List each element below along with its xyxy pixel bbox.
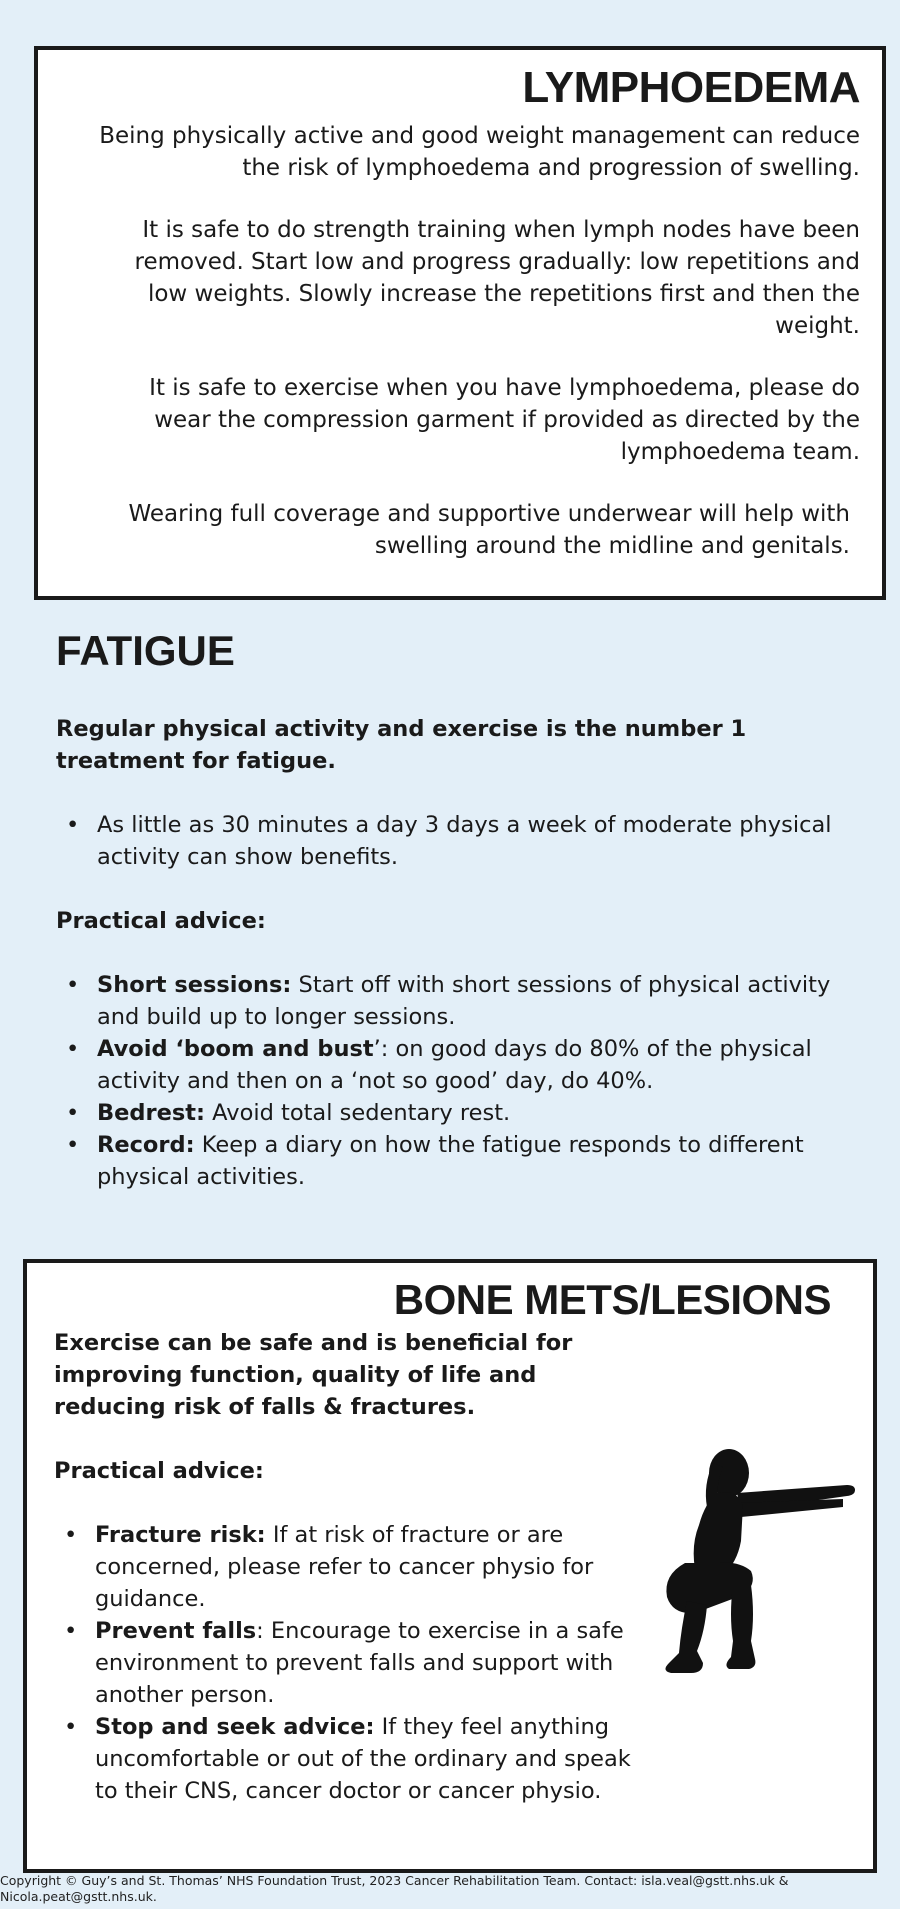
bullet-icon: • (66, 1132, 80, 1159)
fatigue-advice-list (56, 969, 856, 1193)
fatigue-intro: Regular physical activity and exercise is the number 1 treatment for fatigue. (56, 716, 747, 775)
advice-text: ’: on good days do 80% of the physical activity and then on a ‘not so good’ day, do 40%. (97, 1036, 812, 1095)
bone-mets-title: BONE METS/LESIONS (393, 1276, 831, 1323)
advice-label: Avoid ‘boom and bust (97, 1036, 374, 1063)
advice-text: If they feel anything uncomfortable or out of the ordinary and speak to their CNS, cancer doctor or cancer physio. (95, 1714, 631, 1805)
advice-text: : Encourage to exercise in a safe environment to prevent falls and support with another person. (95, 1618, 624, 1709)
advice-text: Avoid total sedentary rest. (205, 1100, 511, 1127)
advice-label: Fracture risk: (95, 1522, 266, 1549)
list-item (54, 1615, 634, 1711)
list-item (56, 969, 856, 1033)
advice-label: Record: (97, 1132, 195, 1159)
lymphoedema-paragraph-3: It is safe to exercise when you have lymphoedema, please do wear the compression garment if provided as directed by the lymphoedema team. (149, 375, 860, 466)
fatigue-advice-heading: Practical advice: (56, 908, 266, 935)
bullet-icon: • (66, 812, 80, 839)
bullet-icon: • (66, 972, 80, 999)
bone-mets-section (23, 1259, 877, 1873)
lymphoedema-paragraph-1: Being physically active and good weight management can reduce the risk of lymphoedema and progression of swelling. (99, 123, 860, 182)
advice-text: Start off with short sessions of physical activity and build up to longer sessions. (97, 972, 831, 1031)
list-item (56, 1129, 856, 1193)
fatigue-section (56, 628, 856, 1193)
fatigue-bullet-list (56, 809, 856, 873)
list-item (54, 1519, 634, 1615)
squat-silhouette-icon (633, 1445, 863, 1685)
list-item (56, 809, 856, 873)
advice-label: Short sessions: (97, 972, 292, 999)
list-item (56, 1097, 856, 1129)
list-item (54, 1711, 634, 1807)
bullet-icon: • (64, 1618, 78, 1645)
bone-mets-advice-heading: Practical advice: (54, 1458, 264, 1485)
lymphoedema-paragraph-2: It is safe to do strength training when lymph nodes have been removed. Start low and progress gradually: low repetitions and low weights. Slowly increase the repetitions first and then the weight. (134, 217, 860, 340)
fatigue-bullet-text: As little as 30 minutes a day 3 days a week of moderate physical activity can show benefits. (97, 812, 832, 871)
advice-text: If at risk of fracture or are concerned, please refer to cancer physio for guidance. (95, 1522, 594, 1613)
advice-label: Prevent falls (95, 1618, 257, 1645)
bullet-icon: • (66, 1036, 80, 1063)
advice-label: Bedrest: (97, 1100, 206, 1127)
lymphoedema-title: LYMPHOEDEMA (522, 63, 860, 112)
bone-mets-content (54, 1327, 634, 1807)
bullet-icon: • (64, 1522, 78, 1549)
bullet-icon: • (66, 1100, 80, 1127)
bone-mets-advice-list (54, 1519, 634, 1807)
bone-mets-intro: Exercise can be safe and is beneficial for improving function, quality of life and reducing risk of falls & fractures. (54, 1330, 573, 1421)
advice-text: Keep a diary on how the fatigue responds to different physical activities. (97, 1132, 804, 1191)
advice-label: Stop and seek advice: (95, 1714, 375, 1741)
fatigue-title: FATIGUE (56, 627, 235, 674)
lymphoedema-paragraph-4: Wearing full coverage and supportive underwear will help with swelling around the midline and genitals. (128, 501, 850, 560)
list-item (56, 1033, 856, 1097)
lymphoedema-section (34, 46, 886, 600)
copyright-footer: Copyright © Guy’s and St. Thomas’ NHS Foundation Trust, 2023 Cancer Rehabilitation Team. Contact: isla.veal@gstt.nhs.uk & Nicola.peat@gstt.nhs.uk. (0, 1873, 789, 1904)
bullet-icon: • (64, 1714, 78, 1741)
